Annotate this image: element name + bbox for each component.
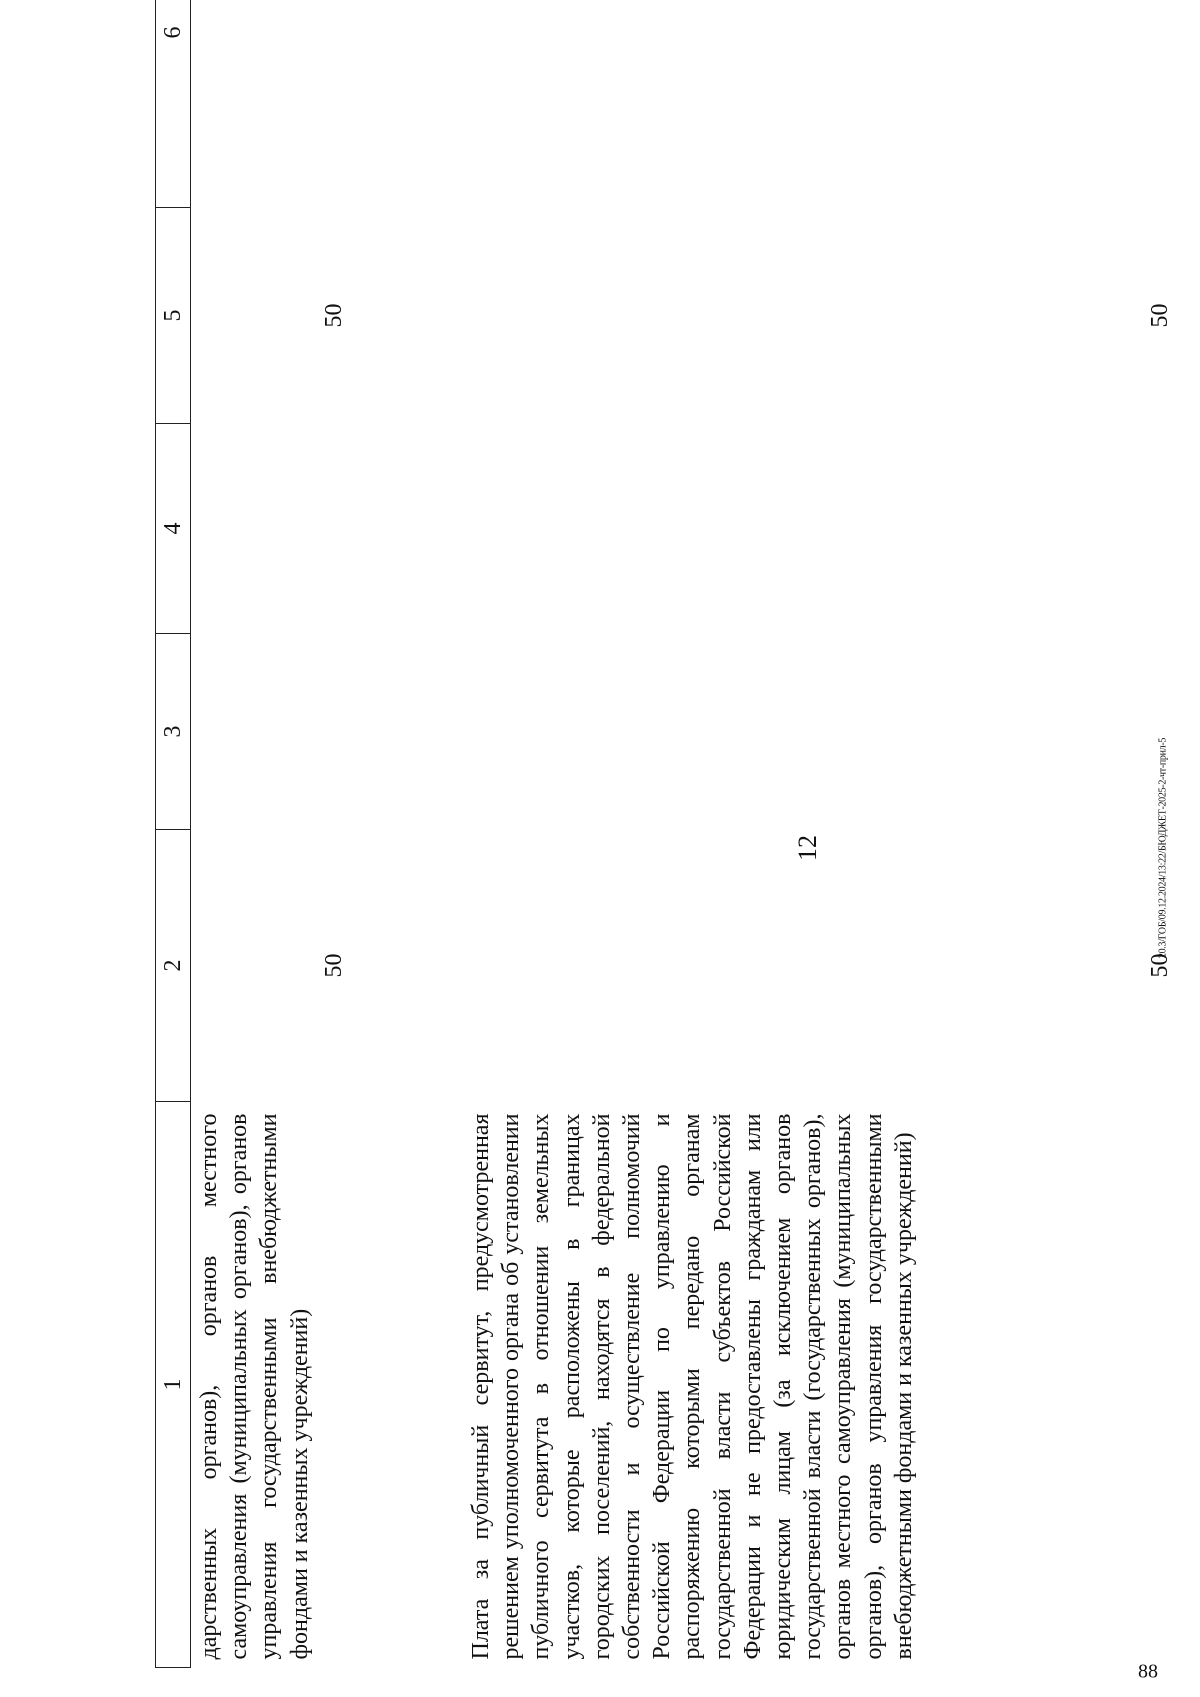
document-stamp: 20.3/ГОБ/09.12.2024/13:22/БЮДЖЕТ-2025-2-чт-прил-5	[1157, 737, 1169, 959]
column-header-4: 4	[156, 424, 191, 634]
row-value-col4	[442, 424, 1147, 634]
table-row	[191, 0, 443, 1668]
row-value-col4	[191, 424, 321, 634]
row-value-col5: 50	[1147, 303, 1173, 328]
table-row	[442, 0, 1174, 1668]
column-header-5: 5	[156, 208, 191, 424]
row-value-col3	[191, 634, 321, 830]
row-description: Плата за публичный сервитут, предусмотренная решением уполномоченного органа об установлении публичного сервитута в отношении земельных участков, которые расположены в границах городских поселений, находятся в федеральной собственности и осуществление полномочий Российской Федерации по управлению и распоряжению которыми передано органам государственной власти субъектов Российской Федерации и не предоставлены гражданам или юридическим лицам (за исключением органов государственной власти (государственных органов), органов местного самоуправления (муниципальных органов), органов управления государственными внебюджетными фондами и казенных учреждений)	[468, 1113, 917, 1660]
row-value-col2: 50	[1147, 953, 1173, 978]
column-header-1: 1	[156, 1102, 191, 1668]
row-description: дарственных органов), органов местного самоуправления (муниципальных органов), органов управления государственными внебюджетными фондами и казенных учреждений)	[196, 1113, 313, 1660]
row-value-col3	[442, 634, 1147, 830]
row-value-col2: 50	[321, 953, 347, 978]
column-header-6: 6	[156, 0, 191, 208]
table-header-row	[156, 0, 191, 1668]
row-value-col5: 50	[321, 303, 347, 328]
row-value-col6	[442, 0, 1147, 208]
column-header-2: 2	[156, 830, 191, 1102]
sheet-number: 88	[1138, 1660, 1158, 1683]
rotated-table-container	[155, 26, 1200, 1668]
column-header-3: 3	[156, 634, 191, 830]
page-number: 12	[793, 835, 822, 861]
row-value-col6	[191, 0, 321, 208]
budget-table	[155, 0, 1174, 1668]
